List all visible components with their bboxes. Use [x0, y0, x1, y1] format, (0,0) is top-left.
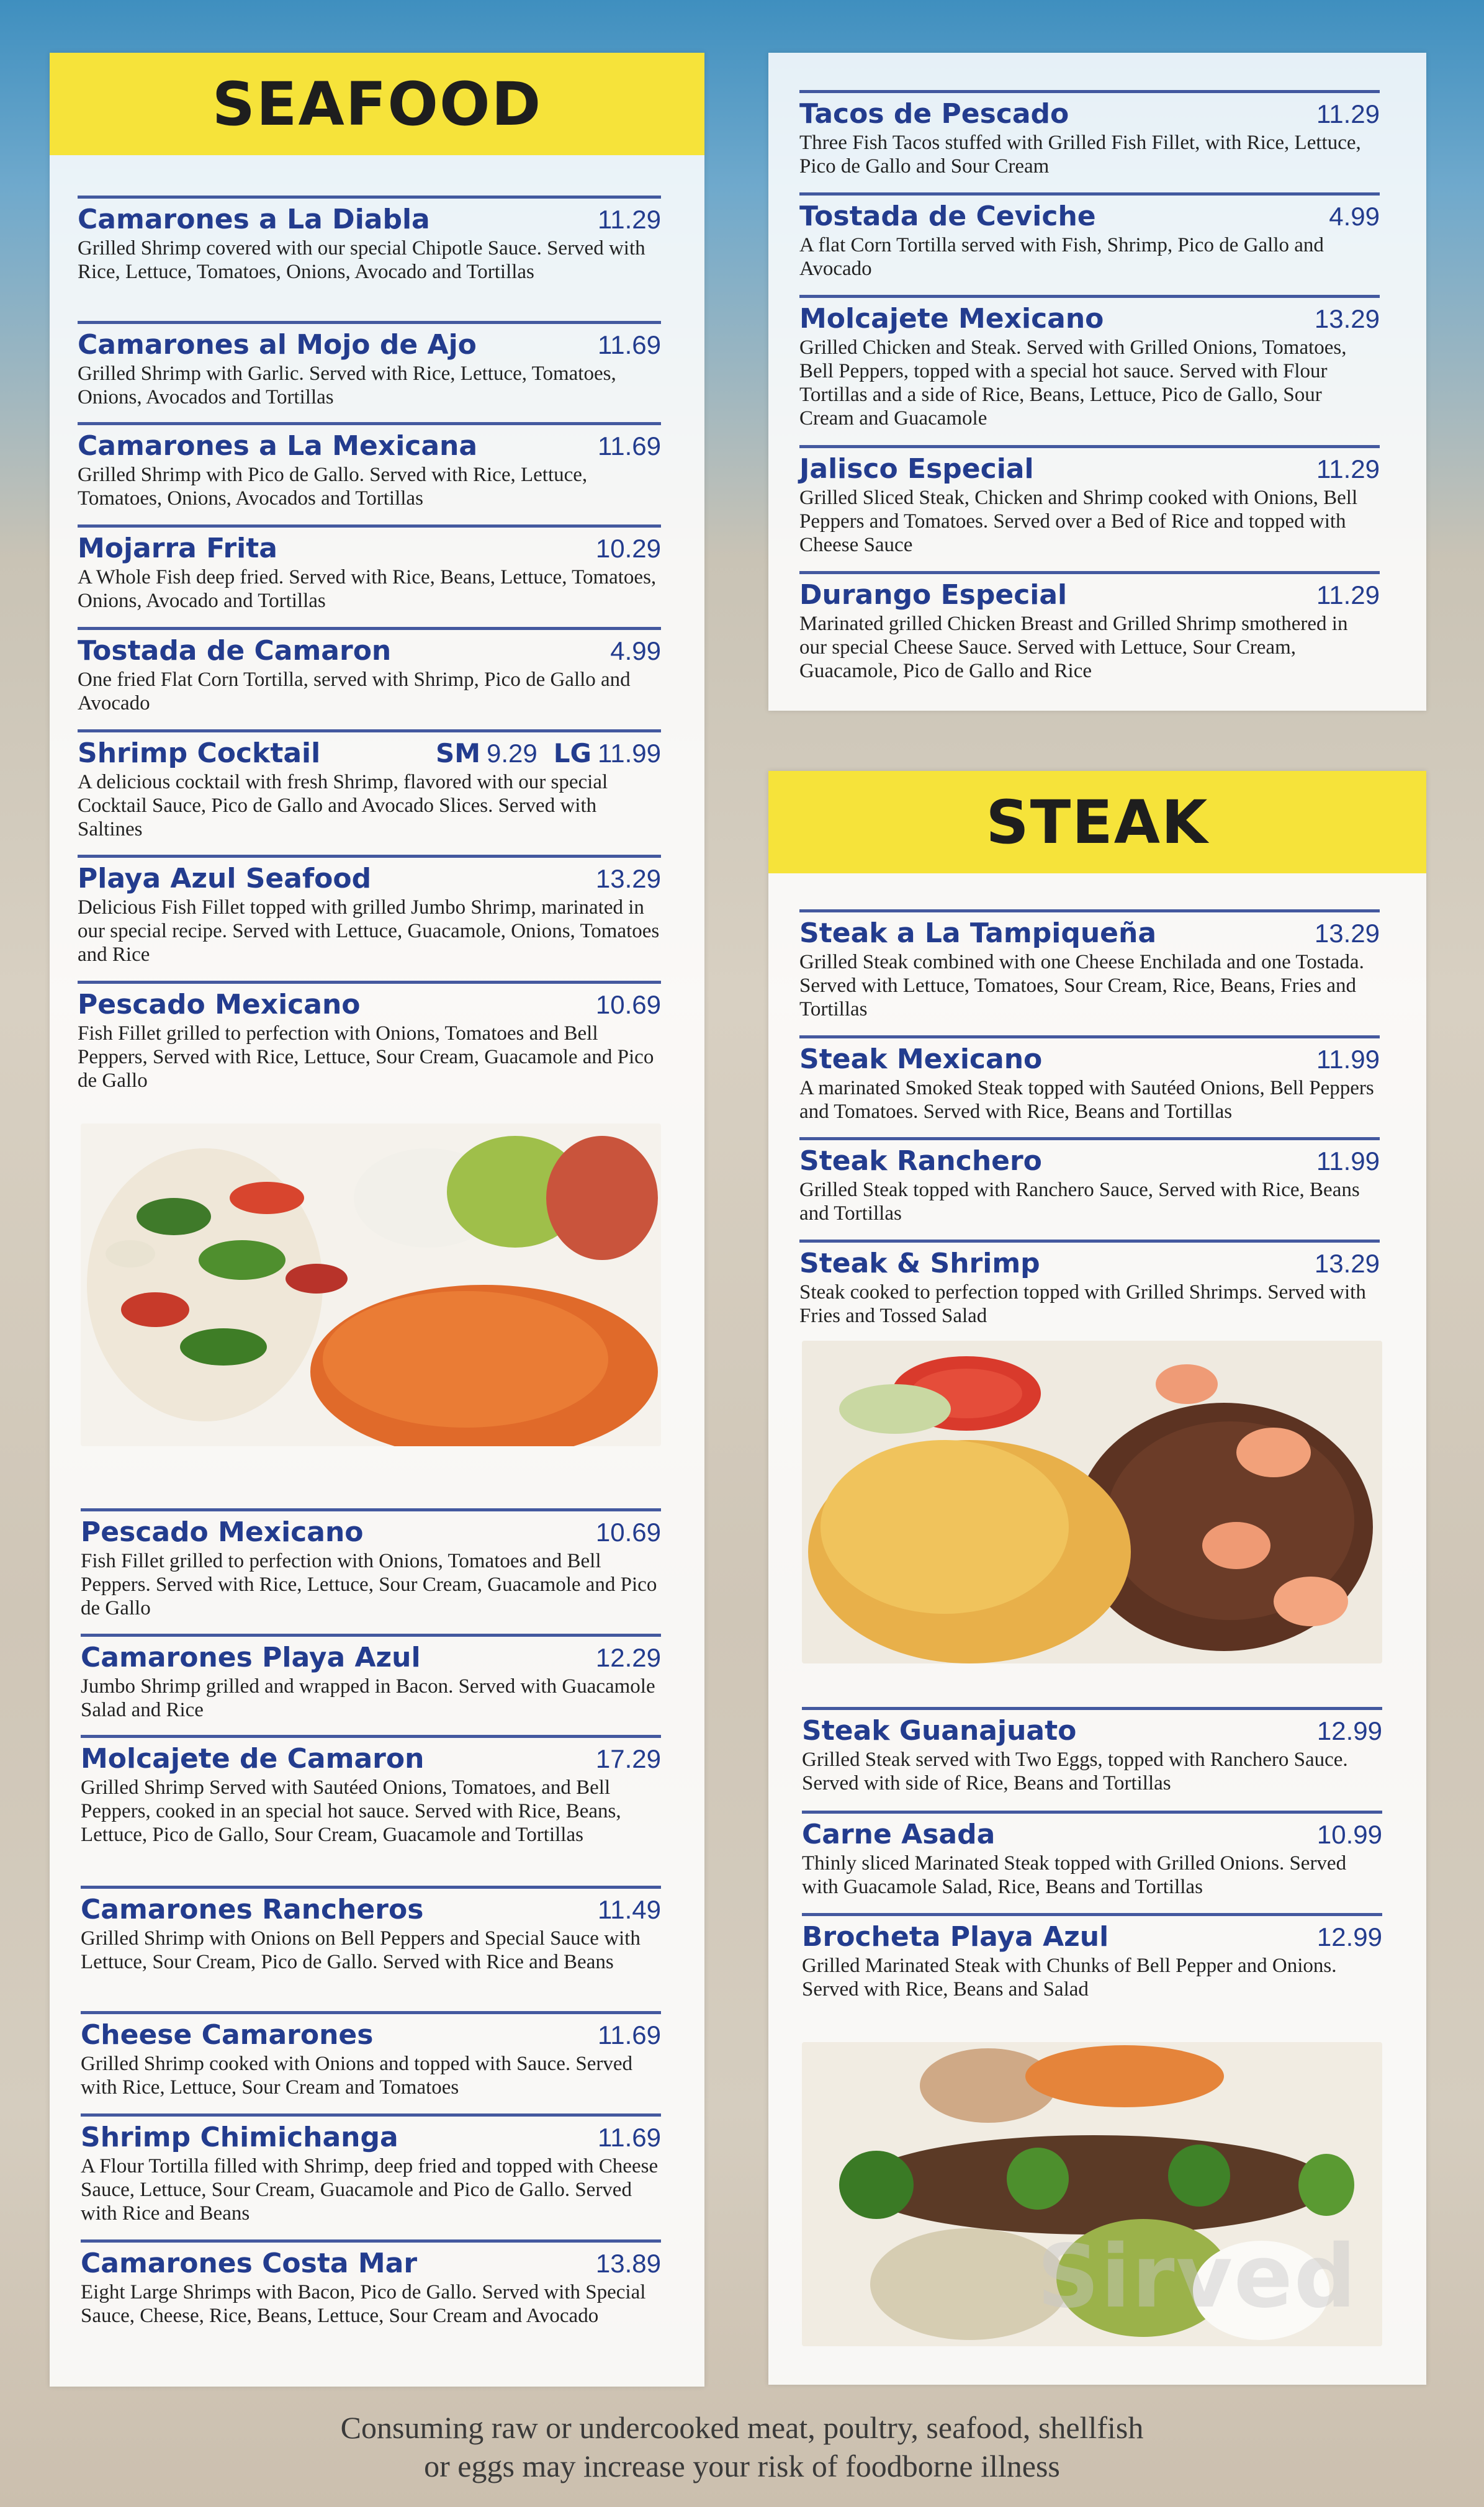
item-name: Tostada de Ceviche: [799, 200, 1096, 232]
item-description: Grilled Shrimp with Garlic. Served with Rice, Lettuce, Tomatoes, Onions, Avocados and Tortillas: [78, 362, 616, 408]
item-description: Grilled Shrimp cooked with Onions and topped with Sauce. Served with Rice, Lettuce, Sour Cream and Tomatoes: [81, 2053, 633, 2099]
item-name: Pescado Mexicano: [78, 989, 361, 1020]
item-price: 11.69: [598, 2020, 661, 2050]
seafood-section-title: SEAFOOD: [50, 53, 704, 155]
menu-item: [799, 571, 1380, 683]
item-price: 11.99: [1316, 1045, 1380, 1074]
seafood-dish-illustration: [81, 1123, 661, 1446]
item-price: 11.29: [1316, 99, 1380, 128]
item-description: A delicious cocktail with fresh Shrimp, flavored with our special Cocktail Sauce, Pico de Gallo and Avocado Slices. Served with Saltines: [78, 771, 608, 840]
item-name: Steak Ranchero: [799, 1145, 1042, 1177]
item-name: Camarones a La Diabla: [78, 204, 430, 235]
item-description: A marinated Smoked Steak topped with Sautéed Onions, Bell Peppers and Tomatoes. Served with Rice, Beans and Tortillas: [799, 1077, 1374, 1123]
menu-item: [81, 2239, 661, 2328]
item-price: 11.69: [598, 2123, 661, 2152]
item-description: Eight Large Shrimps with Bacon, Pico de Gallo. Served with Special Sauce, Cheese, Rice, Beans, Lettuce, Sour Cream and Avocado: [81, 2281, 646, 2327]
item-name: Steak a La Tampiqueña: [799, 917, 1157, 949]
item-name: Pescado Mexicano: [81, 1516, 364, 1548]
item-price: 13.29: [1314, 919, 1380, 948]
divider: [78, 196, 661, 199]
item-price: 13.29: [1314, 1249, 1380, 1278]
divider: [799, 192, 1380, 196]
item-name: Steak Guanajuato: [802, 1715, 1077, 1747]
item-price: 13.29: [1314, 304, 1380, 333]
item-price: 10.29: [595, 534, 661, 563]
item-name: Tacos de Pescado: [799, 98, 1069, 130]
menu-item: [78, 855, 661, 966]
item-description: Grilled Shrimp with Onions on Bell Peppers and Special Sauce with Lettuce, Sour Cream, Pico de Gallo. Served with Rice and Beans: [81, 1927, 641, 1973]
item-name: Durango Especial: [799, 579, 1068, 611]
menu-item: [799, 1035, 1380, 1123]
item-price: 13.29: [595, 864, 661, 893]
item-price: 12.99: [1316, 1922, 1382, 1951]
divider: [799, 1035, 1380, 1038]
menu-item: [802, 1811, 1382, 1899]
item-description: Grilled Shrimp with Pico de Gallo. Served with Rice, Lettuce, Tomatoes, Onions, Avocados and Tortillas: [78, 464, 588, 510]
steak-section-title: STEAK: [768, 771, 1426, 873]
divider: [802, 1811, 1382, 1814]
item-description: A flat Corn Tortilla served with Fish, Shrimp, Pico de Gallo and Avocado: [799, 234, 1324, 280]
item-price: 17.29: [595, 1744, 661, 1773]
menu-item: [78, 729, 661, 841]
item-description: Thinly sliced Marinated Steak topped with Grilled Onions. Served with Guacamole Salad, Rice, Beans and Tortillas: [802, 1852, 1347, 1898]
item-description: Fish Fillet grilled to perfection with Onions, Tomatoes and Bell Peppers. Served with Rice, Lettuce, Sour Cream, Guacamole and Pico de Gallo: [81, 1550, 657, 1619]
item-description: A Flour Tortilla filled with Shrimp, deep fried and topped with Cheese Sauce, Lettuce, Sour Cream, Guacamole and Pico de Gallo. Served with Rice and Beans: [81, 2155, 659, 2225]
item-description: A Whole Fish deep fried. Served with Rice, Beans, Lettuce, Tomatoes, Onions, Avocado and Tortillas: [78, 566, 657, 612]
item-price: 11.29: [598, 205, 661, 234]
item-description: Marinated grilled Chicken Breast and Grilled Shrimp smothered in our special Cheese Sauce. Served with Lettuce, Sour Cream, Guacamole, Pico de Gallo and Rice: [799, 613, 1348, 682]
item-name: Camarones a La Mexicana: [78, 430, 478, 462]
item-price: 10.99: [1316, 1820, 1382, 1849]
item-description: Steak cooked to perfection topped with Grilled Shrimps. Served with Fries and Tossed Salad: [799, 1281, 1366, 1327]
menu-item: [802, 1707, 1382, 1795]
divider: [81, 1735, 661, 1738]
item-price: 11.29: [1316, 580, 1380, 610]
item-name: Tostada de Camaron: [78, 635, 392, 667]
menu-item: [799, 1137, 1380, 1225]
item-name: Shrimp Chimichanga: [81, 2122, 398, 2153]
item-description: Delicious Fish Fillet topped with grilled Jumbo Shrimp, marinated in our special recipe. Served with Lettuce, Guacamole, Onions, Tomatoes and Rice: [78, 896, 660, 966]
divider: [802, 1913, 1382, 1916]
divider: [78, 524, 661, 528]
size-large-label: LG: [553, 738, 591, 768]
item-description: Grilled Steak combined with one Cheese Enchilada and one Tostada. Served with Lettuce, Tomatoes, Sour Cream, Rice, Beans, Fries and Tortillas: [799, 951, 1364, 1020]
menu-item: [802, 1913, 1382, 2001]
brocheta-photo: [802, 2042, 1382, 2346]
size-small-price: 9.29: [487, 739, 537, 768]
divider: [78, 855, 661, 858]
divider: [81, 2011, 661, 2014]
item-description: Jumbo Shrimp grilled and wrapped in Bacon. Served with Guacamole Salad and Rice: [81, 1675, 655, 1721]
divider: [799, 445, 1380, 448]
item-name: Molcajete de Camaron: [81, 1743, 425, 1775]
item-price: 11.99: [1316, 1146, 1380, 1176]
item-price: 10.69: [595, 1518, 661, 1547]
item-name: Camarones Rancheros: [81, 1894, 424, 1925]
item-price: 11.69: [598, 330, 661, 359]
item-price: 12.29: [595, 1643, 661, 1672]
steak-shrimp-illustration: [802, 1341, 1382, 1663]
divider: [802, 1707, 1382, 1710]
item-name: Molcajete Mexicano: [799, 303, 1104, 335]
item-description: Grilled Shrimp Served with Sautéed Onions, Tomatoes, and Bell Peppers, cooked in an special hot sauce. Served with Rice, Beans, Lettuce, Pico de Gallo, Sour Cream, Guacamole and Tortillas: [81, 1776, 621, 1846]
menu-item: [81, 2011, 661, 2099]
item-name: Camarones al Mojo de Ajo: [78, 329, 477, 361]
watermark-logo: Sirved: [1037, 2226, 1357, 2328]
menu-item: [799, 295, 1380, 430]
divider: [81, 2113, 661, 2117]
divider: [81, 1886, 661, 1889]
menu-item: [81, 1508, 661, 1620]
menu-item: [78, 981, 661, 1092]
menu-item: [799, 1240, 1380, 1328]
disclaimer-line-1: Consuming raw or undercooked meat, poultry, seafood, shellfish: [340, 2410, 1144, 2445]
divider: [799, 1240, 1380, 1243]
divider: [799, 909, 1380, 912]
divider: [78, 981, 661, 984]
seafood-dish-photo: [81, 1123, 661, 1446]
divider: [78, 729, 661, 732]
menu-item: [799, 909, 1380, 1021]
size-large-price: 11.99: [598, 739, 661, 768]
menu-item: [799, 445, 1380, 557]
menu-item: [78, 524, 661, 613]
disclaimer-line-2: or eggs may increase your risk of foodborne illness: [424, 2449, 1060, 2483]
menu-item: [81, 1735, 661, 1847]
divider: [81, 1508, 661, 1511]
item-price: 11.69: [598, 431, 661, 461]
menu-item: [78, 627, 661, 715]
size-small-label: SM: [435, 738, 480, 768]
item-name: Carne Asada: [802, 1819, 996, 1850]
item-description: Three Fish Tacos stuffed with Grilled Fish Fillet, with Rice, Lettuce, Pico de Gallo and Sour Cream: [799, 132, 1361, 178]
divider: [78, 627, 661, 630]
divider: [81, 2239, 661, 2243]
steak-shrimp-photo: [802, 1341, 1382, 1663]
menu-item: [799, 90, 1380, 178]
foodborne-illness-disclaimer: [0, 2408, 1484, 2485]
divider: [78, 422, 661, 425]
item-name: Shrimp Cocktail: [78, 737, 321, 769]
item-name: Cheese Camarones: [81, 2019, 374, 2051]
menu-item: [799, 192, 1380, 281]
item-description: Grilled Sliced Steak, Chicken and Shrimp cooked with Onions, Bell Peppers and Tomatoes. Served over a Bed of Rice and topped with Cheese Sauce: [799, 487, 1358, 556]
item-name: Camarones Playa Azul: [81, 1642, 421, 1673]
menu-item: [78, 321, 661, 409]
item-price: 13.89: [595, 2249, 661, 2278]
item-price: 4.99: [610, 636, 661, 665]
item-name: Jalisco Especial: [799, 453, 1034, 485]
menu-item: [81, 1886, 661, 1974]
size-prices: [436, 738, 661, 768]
item-description: Grilled Marinated Steak with Chunks of Bell Pepper and Onions. Served with Rice, Beans and Salad: [802, 1955, 1337, 2001]
item-name: Steak Mexicano: [799, 1043, 1043, 1075]
item-description: One fried Flat Corn Tortilla, served with Shrimp, Pico de Gallo and Avocado: [78, 668, 631, 714]
divider: [799, 295, 1380, 298]
divider: [78, 321, 661, 324]
item-name: Brocheta Playa Azul: [802, 1921, 1109, 1953]
item-description: Grilled Shrimp covered with our special Chipotle Sauce. Served with Rice, Lettuce, Tomatoes, Onions, Avocado and Tortillas: [78, 237, 645, 283]
item-price: 4.99: [1329, 202, 1380, 231]
item-description: Grilled Chicken and Steak. Served with Grilled Onions, Tomatoes, Bell Peppers, topped with a special hot sauce. Served with Flour Tortillas and a side of Rice, Beans, Lettuce, Pico de Gallo, Sour Cream and Guacamole: [799, 336, 1347, 430]
divider: [799, 90, 1380, 93]
menu-item: [78, 422, 661, 510]
item-name: Camarones Costa Mar: [81, 2248, 418, 2279]
item-price: 12.99: [1316, 1716, 1382, 1745]
divider: [799, 1137, 1380, 1140]
item-price: 10.69: [595, 990, 661, 1019]
item-price: 11.29: [1316, 454, 1380, 484]
item-description: Grilled Steak topped with Ranchero Sauce, Served with Rice, Beans and Tortillas: [799, 1179, 1360, 1225]
menu-item: [81, 2113, 661, 2225]
menu-item: [78, 196, 661, 284]
divider: [81, 1634, 661, 1637]
menu-item: [81, 1634, 661, 1722]
item-description: Grilled Steak served with Two Eggs, topped with Ranchero Sauce. Served with side of Rice, Beans and Tortillas: [802, 1749, 1348, 1794]
item-name: Playa Azul Seafood: [78, 863, 372, 894]
item-name: Mojarra Frita: [78, 533, 277, 564]
divider: [799, 571, 1380, 574]
item-price: 11.49: [598, 1895, 661, 1924]
item-description: Fish Fillet grilled to perfection with Onions, Tomatoes and Bell Peppers, Served with Rice, Lettuce, Sour Cream, Guacamole and Pico de Gallo: [78, 1022, 654, 1092]
item-name: Steak & Shrimp: [799, 1248, 1040, 1279]
